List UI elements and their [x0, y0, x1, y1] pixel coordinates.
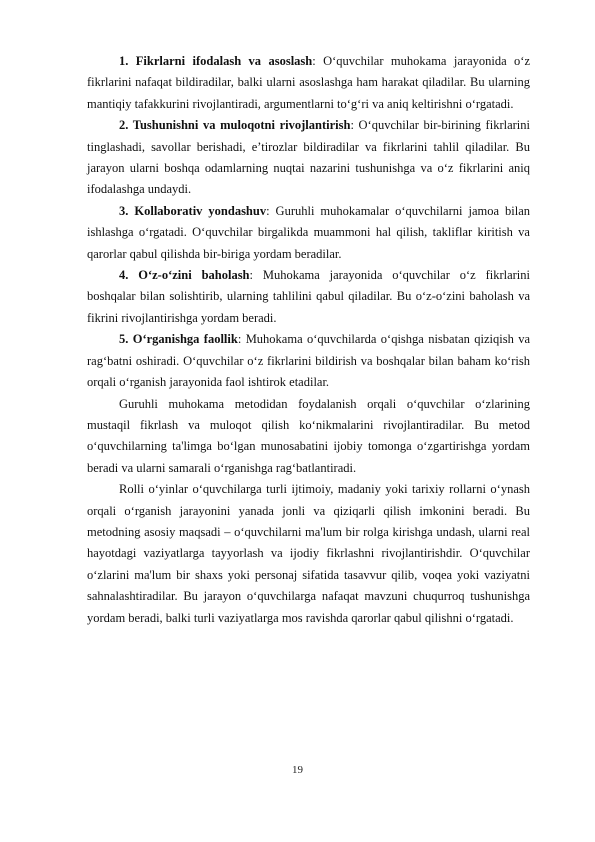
list-item-4-heading — [119, 268, 250, 282]
page-number: 19 — [292, 764, 303, 776]
list-item-3-number: 3. — [119, 203, 129, 218]
list-item-4-number: 4. — [119, 268, 129, 283]
list-item-1-heading — [119, 54, 312, 68]
list-item-1 — [87, 51, 530, 115]
list-item-5 — [87, 329, 530, 393]
list-item-1-text: : O‘quvchilar muhokama jarayonida o‘z fikrlarini nafaqat bildiradilar, balki ularni asoslashga ham harakat qiladilar. Bu ularning mantiqiy tafakkurini rivojlantiradi, argumentlarni to‘g‘ri va aniq keltirishni o‘rgatadi. — [87, 54, 531, 111]
list-item-1-number: 1. — [119, 54, 129, 68]
body-paragraph-2: Rolli o‘yinlar o‘quvchilarga turli ijtimoiy, madaniy yoki tarixiy rollarni o‘ynash orqali o‘rganish jarayonini yanada jonli va qiziqarli qilish imkonini beradi. Bu metodning asosiy maqsadi – o‘quvchilarni ma'lum bir rolga kirishga undash, ularni real hayotdagi vaziyatlarga tayyorlash va ijodiy fikrlashni rivojlantirishdir. O‘quvchilar o‘zlarini ma'lum bir shaxs yoki personaj sifatida tasavvur qilib, voqea yoki vaziyatni sahnalashtiradilar. Bu jarayon o‘quvchilarga nafaqat mavzuni chuqurroq tushunishga yordam beradi, balki turli vaziyatlarga mos ravishda qarorlar qabul qilishni o‘rgatadi. — [87, 482, 530, 625]
list-item-5-number: 5. — [119, 332, 129, 347]
list-item-1-title: Fikrlarni ifodalash va asoslash — [135, 54, 313, 68]
list-item-4 — [87, 265, 530, 329]
list-item-2-heading — [119, 118, 350, 132]
list-item-3 — [87, 201, 530, 265]
list-item-4-title: O‘z-o‘zini baholash — [138, 268, 250, 283]
list-item-2-text: : O‘quvchilar bir-birining fikrlarini tinglashadi, savollar berishadi, e’tirozlar bildiradilar va fikrlarini tahlil qiladilar. Bu jarayon ularni boshqa odamlarning nuqtai nazarini tushunishga va o‘z fikrlarini aniq ifodalashga undaydi. — [87, 118, 530, 197]
list-item-3-title: Kollaborativ yondashuv — [134, 203, 267, 218]
list-item-2-number: 2. — [119, 118, 129, 133]
body-paragraph-1: Guruhli muhokama metodidan foydalanish orqali o‘quvchilar o‘zlarining mustaqil fikrlash va muloqot qilish ko‘nikmalarini rivojlantiradilar. Bu metod o‘quvchilarning ta'limga bo‘lgan munosabatini ijobiy tomonga o‘zgartirishga yordam beradi va ularni samarali o‘rganishga rag‘batlantiradi. — [87, 396, 530, 475]
list-item-5-title: O‘rganishga faollik — [132, 332, 238, 347]
list-item-4-text: : Muhokama jarayonida o‘quvchilar o‘z fikrlarini boshqalar bilan solishtirib, ularning tahlilini qabul qiladilar. Bu o‘z-o‘zini baholash va fikrini rivojlantirishga yordam beradi. — [87, 268, 530, 325]
list-item-3-text: : Guruhli muhokamalar o‘quvchilarni jamoa bilan ishlashga o‘rgatadi. O‘quvchilar birgalikda muammoni hal qilish, takliflar kiritish va qarorlar qabul qilishda bir-biriga yordam beradilar. — [87, 203, 530, 261]
list-item-5-heading — [119, 332, 238, 346]
list-item-3-heading — [119, 204, 266, 218]
list-item-2-title: Tushunishni va muloqotni rivojlantirish — [132, 118, 351, 133]
list-item-5-text: : Muhokama o‘quvchilarda o‘qishga nisbatan qiziqish va rag‘batni oshiradi. O‘quvchilar o‘z fikrlarini bildirish va boshqalar bilan baham ko‘rish orqali o‘rganish jarayonida faol ishtirok etadilar. — [87, 332, 530, 390]
list-item-2 — [87, 115, 530, 201]
document-page — [87, 51, 530, 629]
